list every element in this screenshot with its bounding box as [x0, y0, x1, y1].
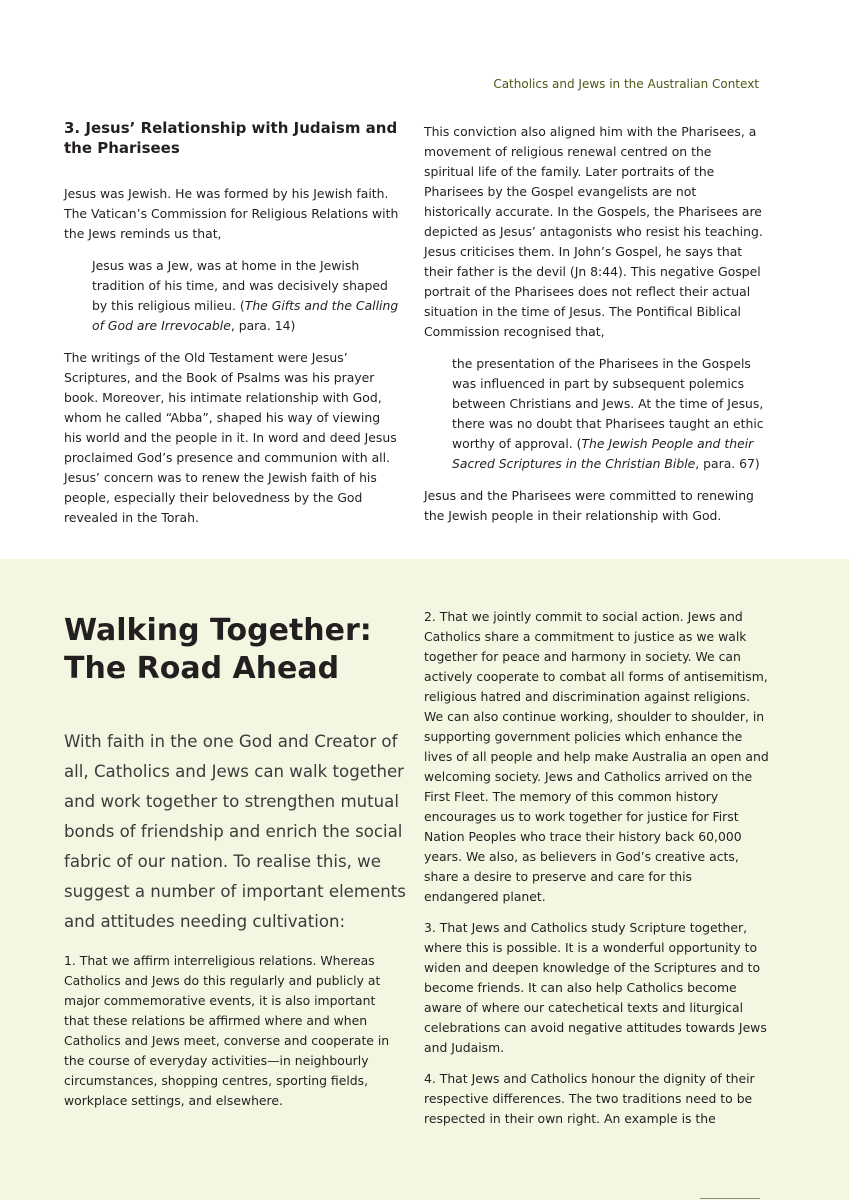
running-header: Catholics and Jews in the Australian Context [493, 77, 759, 91]
lead-paragraph: With faith in the one God and Creator of all, Catholics and Jews can walk together and work together to strengthen mutual bonds of friendship and enrich the social fabric of our nation. To realise this, we suggest a number of important elements and attitudes needing cultivation: [64, 732, 406, 931]
paragraph: The writings of the Old Testament were Jesus’ Scriptures, and the Book of Psalms was his prayer book. Moreover, his intimate relationship with God, whom he called “Abba”, shaped his way of viewing his world and the people in it. In word and deed Jesus proclaimed God’s presence and communion with all. Jesus’ concern was to renew the Jewish faith of his people, especially their belovedness by the God revealed in the Torah. [64, 350, 397, 525]
title-line-2: The Road Ahead [64, 651, 340, 686]
quote-citation-title: The Gifts and the Calling of God are Irrevocable [92, 298, 399, 333]
section-heading: 3. Jesus’ Relationship with Judaism and the Pharisees [64, 119, 398, 157]
section3-right-column [424, 122, 764, 538]
paragraph: Jesus was Jewish. He was formed by his Jewish faith. The Vatican’s Commission for Religious Relations with the Jews reminds us that, [64, 186, 399, 241]
walking-left-column [64, 951, 399, 1122]
paragraph: This conviction also aligned him with the Pharisees, a movement of religious renewal centred on the spiritual life of the family. Later portraits of the Pharisees by the Gospel evangelists are not historically accurate. In the Gospels, the Pharisees are depicted as Jesus’ antagonists who resist his teaching. Jesus criticises them. In John’s Gospel, he says that their father is the devil (Jn 8:44). This negative Gospel portrait of the Pharisees does not reflect their actual situation in the time of Jesus. The Pontifical Biblical Commission recognised that, [424, 124, 763, 339]
quote-citation-tail: , para. 14) [230, 318, 296, 333]
section3-left-column [64, 118, 399, 540]
page-title [64, 612, 404, 688]
list-item: 1. That we affirm interreligious relations. Whereas Catholics and Jews do this regularly and publicly at major commemorative events, it is also important that these relations be affirmed where and when Catholics and Jews meet, converse and cooperate in the course of everyday activities—in neighbourly circumstances, shopping centres, sporting fields, workplace settings, and elsewhere. [64, 953, 390, 1108]
walking-right-column [424, 607, 769, 1140]
quote-citation-tail: , para. 67) [695, 456, 760, 471]
list-item: 3. That Jews and Catholics study Scripture together, where this is possible. It is a wonderful opportunity to widen and deepen knowledge of the Scriptures and to become friends. It can also help Catholics become aware of where our catechetical texts and liturgical celebrations can avoid negative attitudes towards Jews and Judaism. [424, 920, 767, 1055]
block-quote [452, 354, 764, 474]
quote-citation-title: The Jewish People and their Sacred Scriptures in the Christian Bible [452, 436, 754, 471]
list-item: 2. That we jointly commit to social action. Jews and Catholics share a commitment to justice as we walk together for peace and harmony in society. We can actively cooperate to combat all forms of antisemitism, religious hatred and discrimination against religions. We can also continue working, shoulder to shoulder, in supporting government policies which enhance the lives of all people and help make Australia an open and welcoming society. Jews and Catholics arrived on the First Fleet. The memory of this common history encourages us to work together for justice for First Nation Peoples who trace their history back 60,000 years. We also, as believers in God’s creative acts, share a desire to preserve and care for this endangered planet. [424, 609, 769, 904]
paragraph: Jesus and the Pharisees were committed to renewing the Jewish people in their relationship with God. [424, 488, 754, 523]
block-quote [92, 256, 399, 336]
title-line-1: Walking Together: [64, 613, 372, 648]
list-item: 4. That Jews and Catholics honour the dignity of their respective differences. The two traditions need to be respected in their own right. An example is the [424, 1071, 755, 1126]
quote-text: Jesus was a Jew, was at home in the Jewish tradition of his time, and was decisively shaped by this religious milieu. ( [92, 258, 388, 313]
page-footer-rule [700, 1198, 760, 1199]
quote-text: the presentation of the Pharisees in the Gospels was influenced in part by subsequent polemics between Christians and Jews. At the time of Jesus, there was no doubt that Pharisees taught an ethic worthy of approval. ( [452, 356, 764, 451]
